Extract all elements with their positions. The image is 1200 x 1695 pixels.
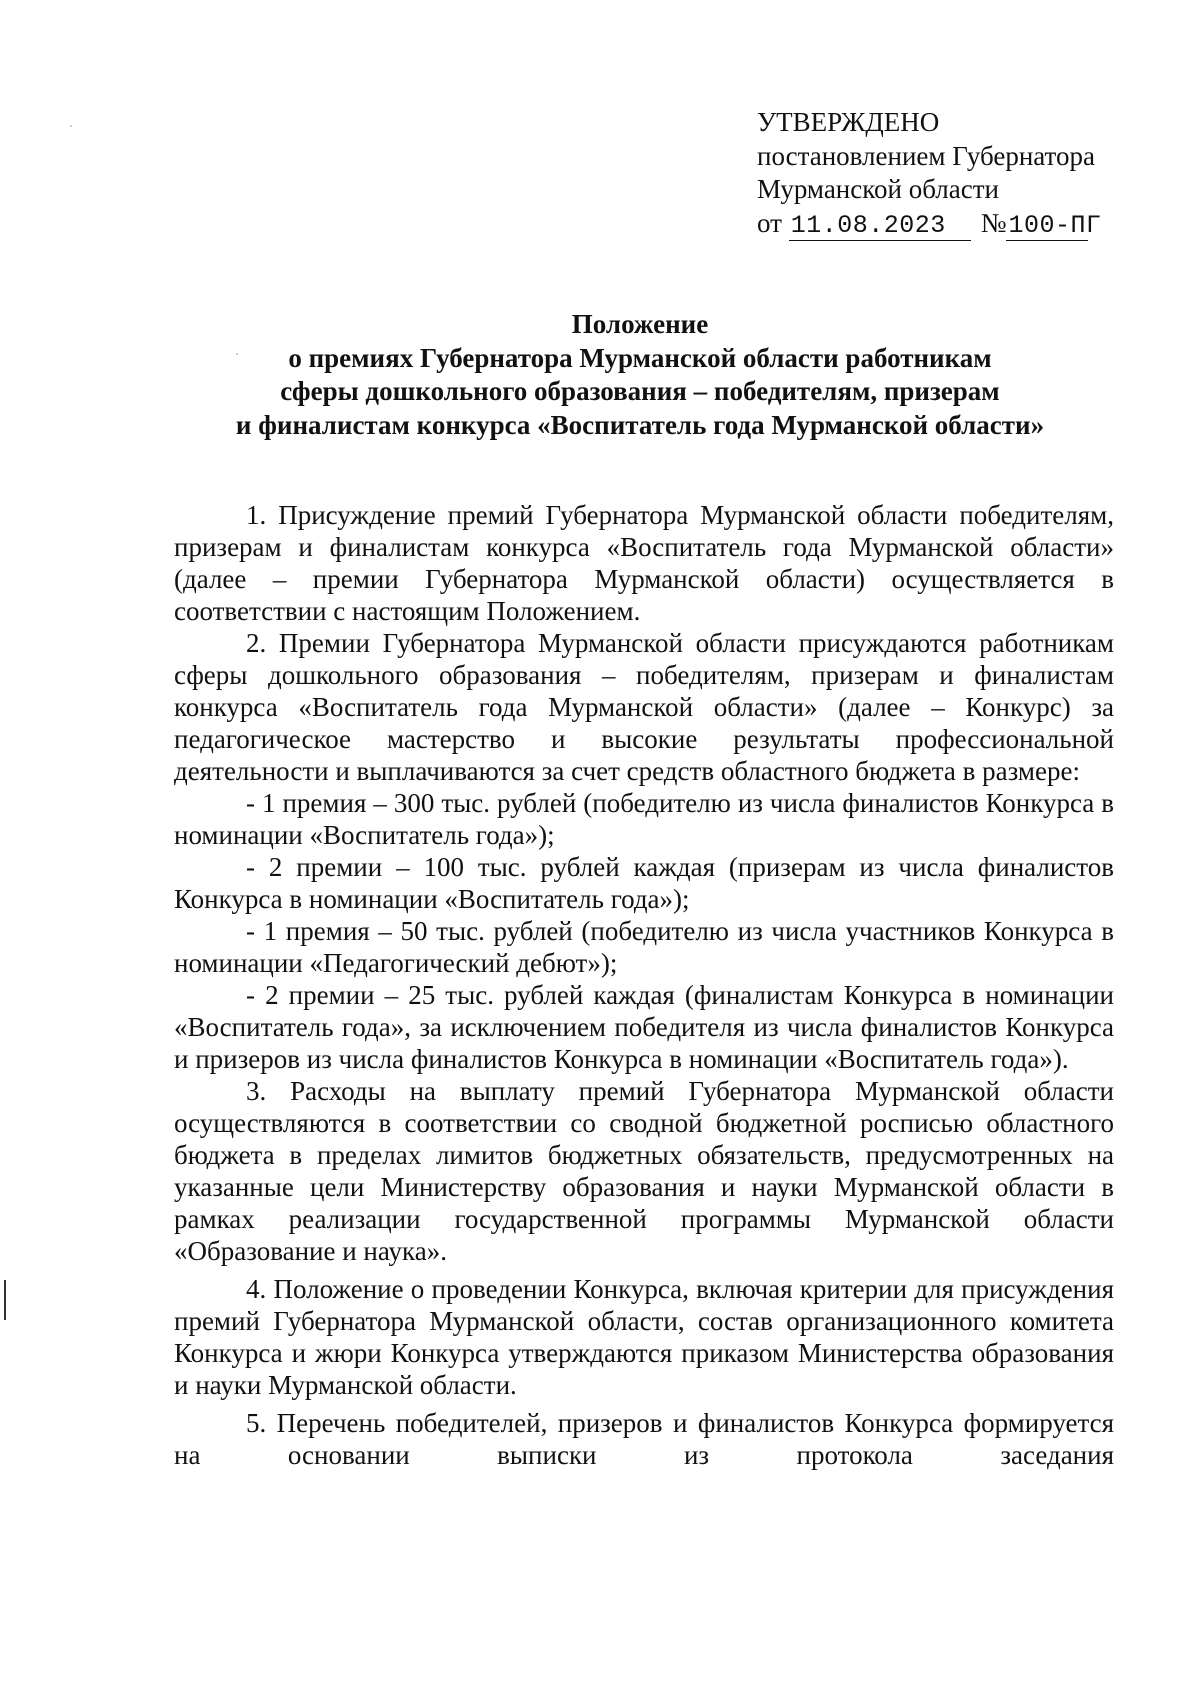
prize-item-4: - 2 премии – 25 тыс. рублей каждая (финалистам Конкурса в номинации «Воспитатель года», за исключением победителя из числа финалистов Конкурса и призеров из числа финалистов Конкурса в номинации «Воспитатель года»).: [174, 980, 1114, 1074]
prize-item-3: - 1 премия – 50 тыс. рублей (победителю из числа участников Конкурса в номинации «Педагогический дебют»);: [174, 916, 1114, 978]
approval-by-resolution: постановлением Губернатора: [757, 140, 1095, 171]
scan-margin-mark: [4, 1280, 6, 1320]
title-line-1: Положение: [571, 309, 709, 339]
approval-number-sign: №: [980, 207, 1007, 238]
approval-stamp: [757, 106, 1102, 241]
scan-speck: [70, 125, 72, 127]
title-line-2: о премиях Губернатора Мурманской области работникам: [288, 342, 992, 373]
approval-from-label: от: [757, 207, 782, 238]
document-body: [174, 499, 1114, 1471]
document-title: [160, 308, 1120, 442]
paragraph-4: 4. Положение о проведении Конкурса, включая критерии для присуждения премий Губернатора Мурманской области, состав организационного комитета Конкурса и жюри Конкурса утверждаются приказом Министерства образования и науки Мурманской области.: [174, 1274, 1114, 1400]
title-line-3: сферы дошкольного образования – победителям, призерам: [280, 376, 1000, 406]
paragraph-2: 2. Премии Губернатора Мурманской области присуждаются работникам сферы дошкольного образования – победителям, призерам и финалистам конкурса «Воспитатель года Мурманской области» (далее – Конкурс) за педагогическое мастерство и высокие результаты профессиональной деятельности и выплачиваются за счет средств областного бюджета в размере:: [174, 628, 1114, 786]
prize-item-1: - 1 премия – 300 тыс. рублей (победителю из числа финалистов Конкурса в номинации «Воспитатель года»);: [174, 788, 1114, 850]
scan-speck: [236, 353, 238, 355]
prize-item-2: - 2 премии – 100 тыс. рублей каждая (призерам из числа финалистов Конкурса в номинации «Воспитатель года»);: [174, 852, 1114, 914]
approval-region: Мурманской области: [757, 174, 999, 204]
title-line-4: и финалистам конкурса «Воспитатель года Мурманской области»: [235, 409, 1045, 440]
paragraph-5: 5. Перечень победителей, призеров и финалистов Конкурса формируется на основании выписки из протокола заседания: [174, 1408, 1114, 1470]
paragraph-1: 1. Присуждение премий Губернатора Мурманской области победителям, призерам и финалистам конкурса «Воспитатель года Мурманской области» (далее – премии Губернатора Мурманской области) осуществляется в соответствии с настоящим Положением.: [174, 500, 1114, 626]
paragraph-3: 3. Расходы на выплату премий Губернатора Мурманской области осуществляются в соответствии со сводной бюджетной росписью областного бюджета в пределах лимитов бюджетных обязательств, предусмотренных на указанные цели Министерству образования и науки Мурманской области в рамках реализации государственной программы Мурманской области «Образование и наука».: [174, 1076, 1114, 1266]
approval-heading: УТВЕРЖДЕНО: [757, 107, 940, 137]
approval-date: 11.08.2023: [789, 212, 971, 241]
approval-number: 100-ПГ: [1008, 210, 1102, 240]
approval-date-line: [757, 207, 1102, 241]
